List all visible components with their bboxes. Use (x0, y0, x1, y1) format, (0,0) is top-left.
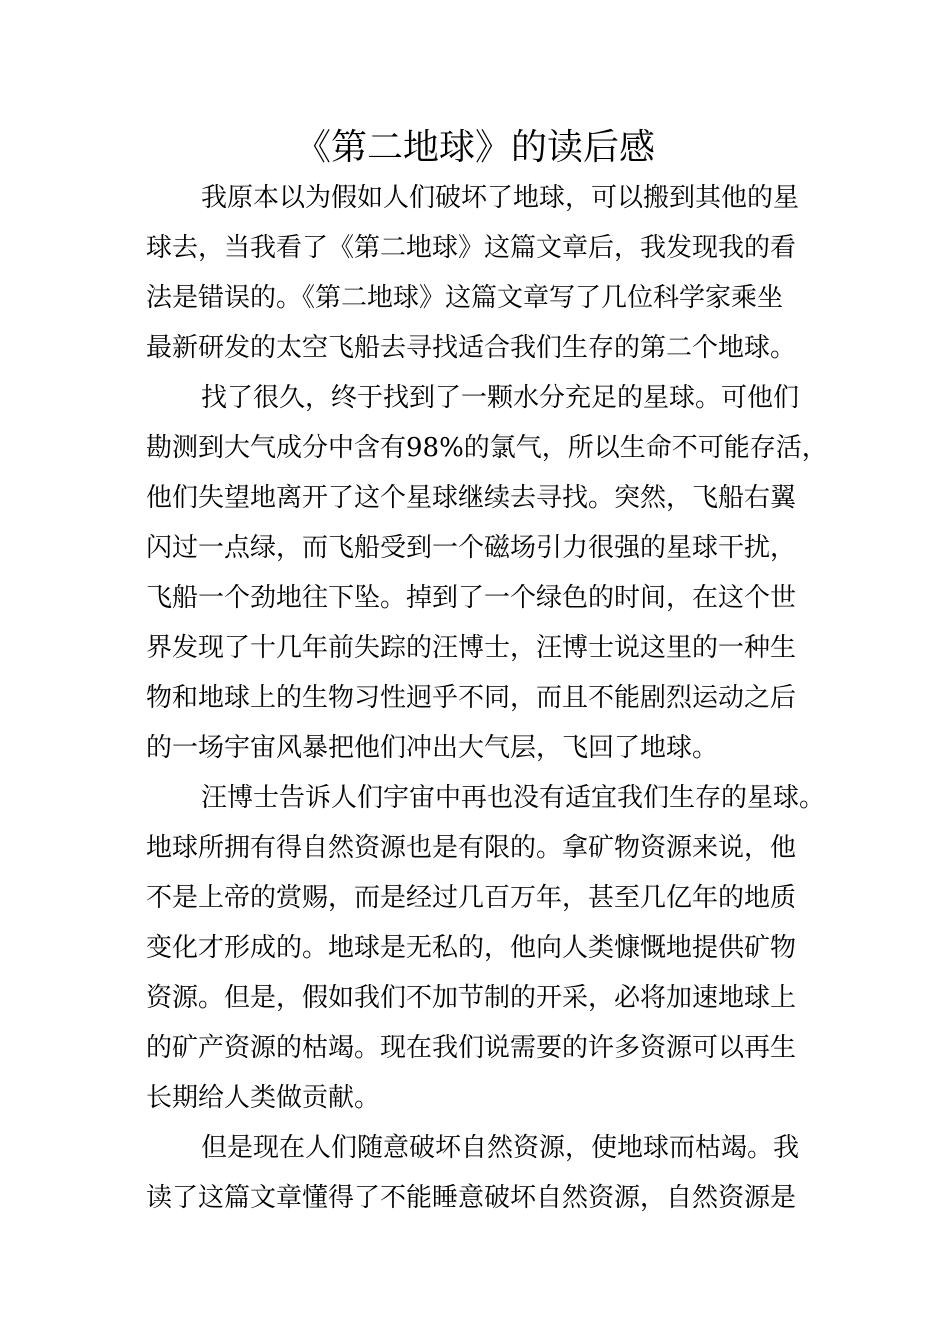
text-line: 法是错误的。《第二地球》这篇文章写了几位科学家乘坐 (146, 283, 784, 313)
text-line: 他们失望地离开了这个星球继续去寻找。突然，飞船右翼 (146, 483, 797, 513)
text-line: 变化才形成的。地球是无私的，他向人类慷慨地提供矿物 (146, 933, 797, 963)
text-line: 不是上帝的赏赐，而是经过几百万年，甚至几亿年的地质 (146, 883, 797, 913)
text-line: 找了很久，终于找到了一颗水分充足的星球。可他们 (201, 383, 800, 413)
text-line: 汪博士告诉人们宇宙中再也没有适宜我们生存的星球。 (201, 783, 826, 813)
text-line: 读了这篇文章懂得了不能睡意破坏自然资源，自然资源是 (146, 1183, 797, 1213)
text-line: 但是现在人们随意破坏自然资源，使地球而枯竭。我 (201, 1133, 800, 1163)
document-title: 《第二地球》的读后感 (294, 127, 655, 168)
text-line: 长期给人类做贡献。 (146, 1083, 381, 1113)
text-line: 物和地球上的生物习性迥乎不同，而且不能剧烈运动之后 (146, 683, 797, 713)
text-line: 球去，当我看了《第二地球》这篇文章后，我发现我的看 (146, 233, 797, 263)
text-line: 闪过一点绿，而飞船受到一个磁场引力很强的星球干扰， (146, 533, 797, 563)
text-line: 的一场宇宙风暴把他们冲出大气层，飞回了地球。 (146, 733, 719, 763)
text-line: 最新研发的太空飞船去寻找适合我们生存的第二个地球。 (146, 333, 797, 363)
text-line: 的矿产资源的枯竭。现在我们说需要的许多资源可以再生 (146, 1033, 797, 1063)
text-line: 飞船一个劲地往下坠。掉到了一个绿色的时间，在这个世 (146, 583, 797, 613)
text-line: 界发现了十几年前失踪的汪博士，汪博士说这里的一种生 (146, 633, 797, 663)
text-line: 勘测到大气成分中含有98%的氯气，所以生命不可能存活， (146, 433, 828, 463)
text-line: 资源。但是，假如我们不加节制的开采，必将加速地球上 (146, 983, 797, 1013)
text-line: 地球所拥有得自然资源也是有限的。拿矿物资源来说，他 (146, 833, 797, 863)
text-line: 我原本以为假如人们破坏了地球，可以搬到其他的星 (201, 183, 800, 213)
